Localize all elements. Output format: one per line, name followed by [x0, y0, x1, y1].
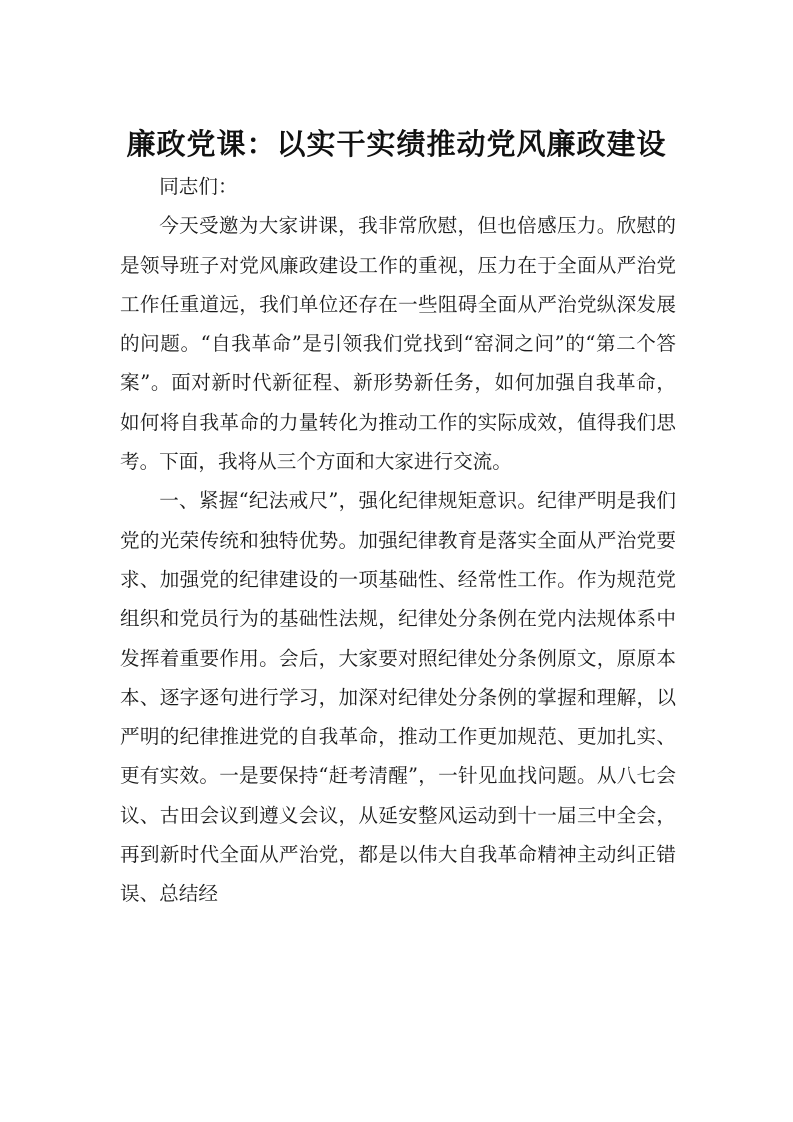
- section-one-paragraph: 一、紧握“纪法戒尺”，强化纪律规矩意识。纪律严明是我们党的光荣传统和独特优势。加强纪律教育是落实全面从严治党要求、加强党的纪律建设的一项基础性、经常性工作。作为规范党组织和党员行为的基础性法规，纪律处分条例在党内法规体系中发挥着重要作用。会后，大家要对照纪律处分条例原文，原原本本、逐字逐句进行学习，加深对纪律处分条例的掌握和理解，以严明的纪律推进党的自我革命，推动工作更加规范、更加扎实、更有实效。一是要保持“赶考清醒”，一针见血找问题。从八七会议、古田会议到遵义会议，从延安整风运动到十一届三中全会，再到新时代全面从严治党，都是以伟大自我革命精神主动纠正错误、总结经: [120, 489, 676, 906]
- salutation-paragraph: 同志们：: [159, 175, 238, 198]
- document-title: 廉政党课：以实干实绩推动党风廉政建设: [126, 127, 667, 161]
- document-body: [120, 167, 676, 914]
- intro-paragraph: 今天受邀为大家讲课，我非常欣慰，但也倍感压力。欣慰的是领导班子对党风廉政建设工作的重视，压力在于全面从严治党工作任重道远，我们单位还存在一些阻碍全面从严治党纵深发展的问题。“自我革命”是引领我们党找到“窑洞之问”的“第二个答案”。面对新时代新征程、新形势新任务，如何加强自我革命，如何将自我革命的力量转化为推动工作的实际成效，值得我们思考。下面，我将从三个方面和大家进行交流。: [120, 214, 676, 474]
